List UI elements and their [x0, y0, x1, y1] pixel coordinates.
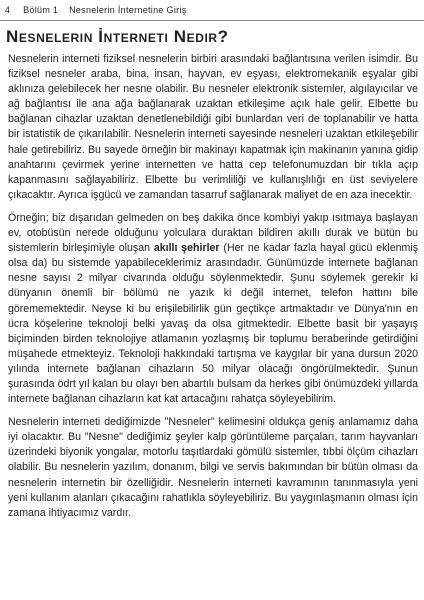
header-rule	[0, 20, 424, 21]
paragraph-3: Nesnelerin interneti dediğimizde "Nesneler" kelimesini oldukça geniş anlamamız daha iyi olacaktır. Bu "Nesne" dediğimiz şeyler kalp görüntüleme parçaları, tarım hayvanları üzerindeki biyonik yongalar, motorlu taşıtlardaki gömülü sistemler, tıbbi ölçüm cihazları olabilir. Bu nesnelerin yazılım, donanım, bilgi ve servis bakımından bir bütün olması da nesnelerin internetin bir özelliğidir. Nesnelerin interneti kavramının tanınmasıyla yeni yeni kullanım alanları çıkacağını rahatlıkla söyleyebiliriz. Bu yaygınlaşmanın olması için zamana ihtiyacımız vardır.	[8, 416, 418, 519]
running-title: Nesnelerin İnternetine Giriş	[69, 5, 187, 15]
bold-term-smart-cities: akıllı şehirler	[153, 242, 220, 255]
paragraph-2-after: (Her ne kadar fazla hayal gücü eklenmiş olsa da) bu sistemde yapabileceklerimiz arasındadır. Günümüzde internete bağlanan nesne sayısı 2 milyar civarında olduğu söylenmektedir. Şunu söylemek gerekir ki dünyanın önemli bir bölümü ne yazık ki değil internet, telefon hattını bile görememektedir. Neyse ki bu erişilebilirlik gün geçtikçe artmaktadır ve Dünya'nın en ücra köşelerine teknoloji belki yavaş da olsa gitmektedir. Elbette basit bir yaşayış biçiminden birden teknolojiye atlamanın yozlaşmış bir toplumu beraberinde getirdiğini müşahede etmekteyiz. Teknoloji hakkındaki tartışma ve kaygılar bir yana dursun 2020 yılında internete bağlanan cihazların 50 milyar olacağı öngörülmektedir. Şunun şurasında ödrt yıl kalan bu olayı ben abartılı bulsam da herkes gibi önümüzdeki yıllarda internete bağlanan cihazların kat kat artacağını rahatça söyleyebilirim.	[8, 242, 419, 406]
paragraph-1: Nesnelerin interneti fiziksel nesnelerin birbiri arasındaki bağlantısına verilen isimdir. Bu fiziksel nesneler araba, bina, insan, hayvan, ev eşyası, elektromekanik eşyalar gibi aklınıza gelebilecek her nesne olabilir. Bu nesneler elektronik sistemler, algılayıcılar ve ağ bağlantısı ile ana ağa bağlanarak uzaktan etkileşime açık hale gelir. Elbette bu bağlanan cihazlar uzaktan denetlenebildiği gibi bunlardan veri de toplanabilir ve hatta bir istatistik de çıkarılabilir. Nesnelerin interneti sayesinde nesneleri uzaktan etkileşebilir hale getirebiliriz. Bu sayede örneğin bir makinayı kapatmak için makinanın yanına gidip anahtarını çevirmek yerine internetten ve hatta cep telefonumuzdan bir tıkla açıp kapanmasını sağlayabiliriz. Elbette bu verimliliği ve kullanışlılığı en üst seviyelere çıkacaktır. Ayrıca işgücü ve zamandan tasarruf sağlanarak maliyet de en aza inecektir.	[8, 53, 418, 201]
page-number: 4	[5, 5, 11, 15]
paragraph-2	[8, 211, 418, 407]
section-title: Nesnelerin İnterneti Nedir?	[6, 27, 229, 46]
body-text	[8, 52, 418, 521]
paragraph-2-before: Örneğin; biz dışarıdan gelmeden on beş dakika önce kombiyi yakıp ısıtmaya başlayan ev, otobüsün nerede olduğunu yolculara duraktan bildiren akıllı durak ve bütün bu sistemlerin birleşimiyle oluşan	[8, 211, 418, 255]
chapter-label: Bölüm 1	[23, 5, 59, 15]
running-header	[5, 5, 414, 15]
